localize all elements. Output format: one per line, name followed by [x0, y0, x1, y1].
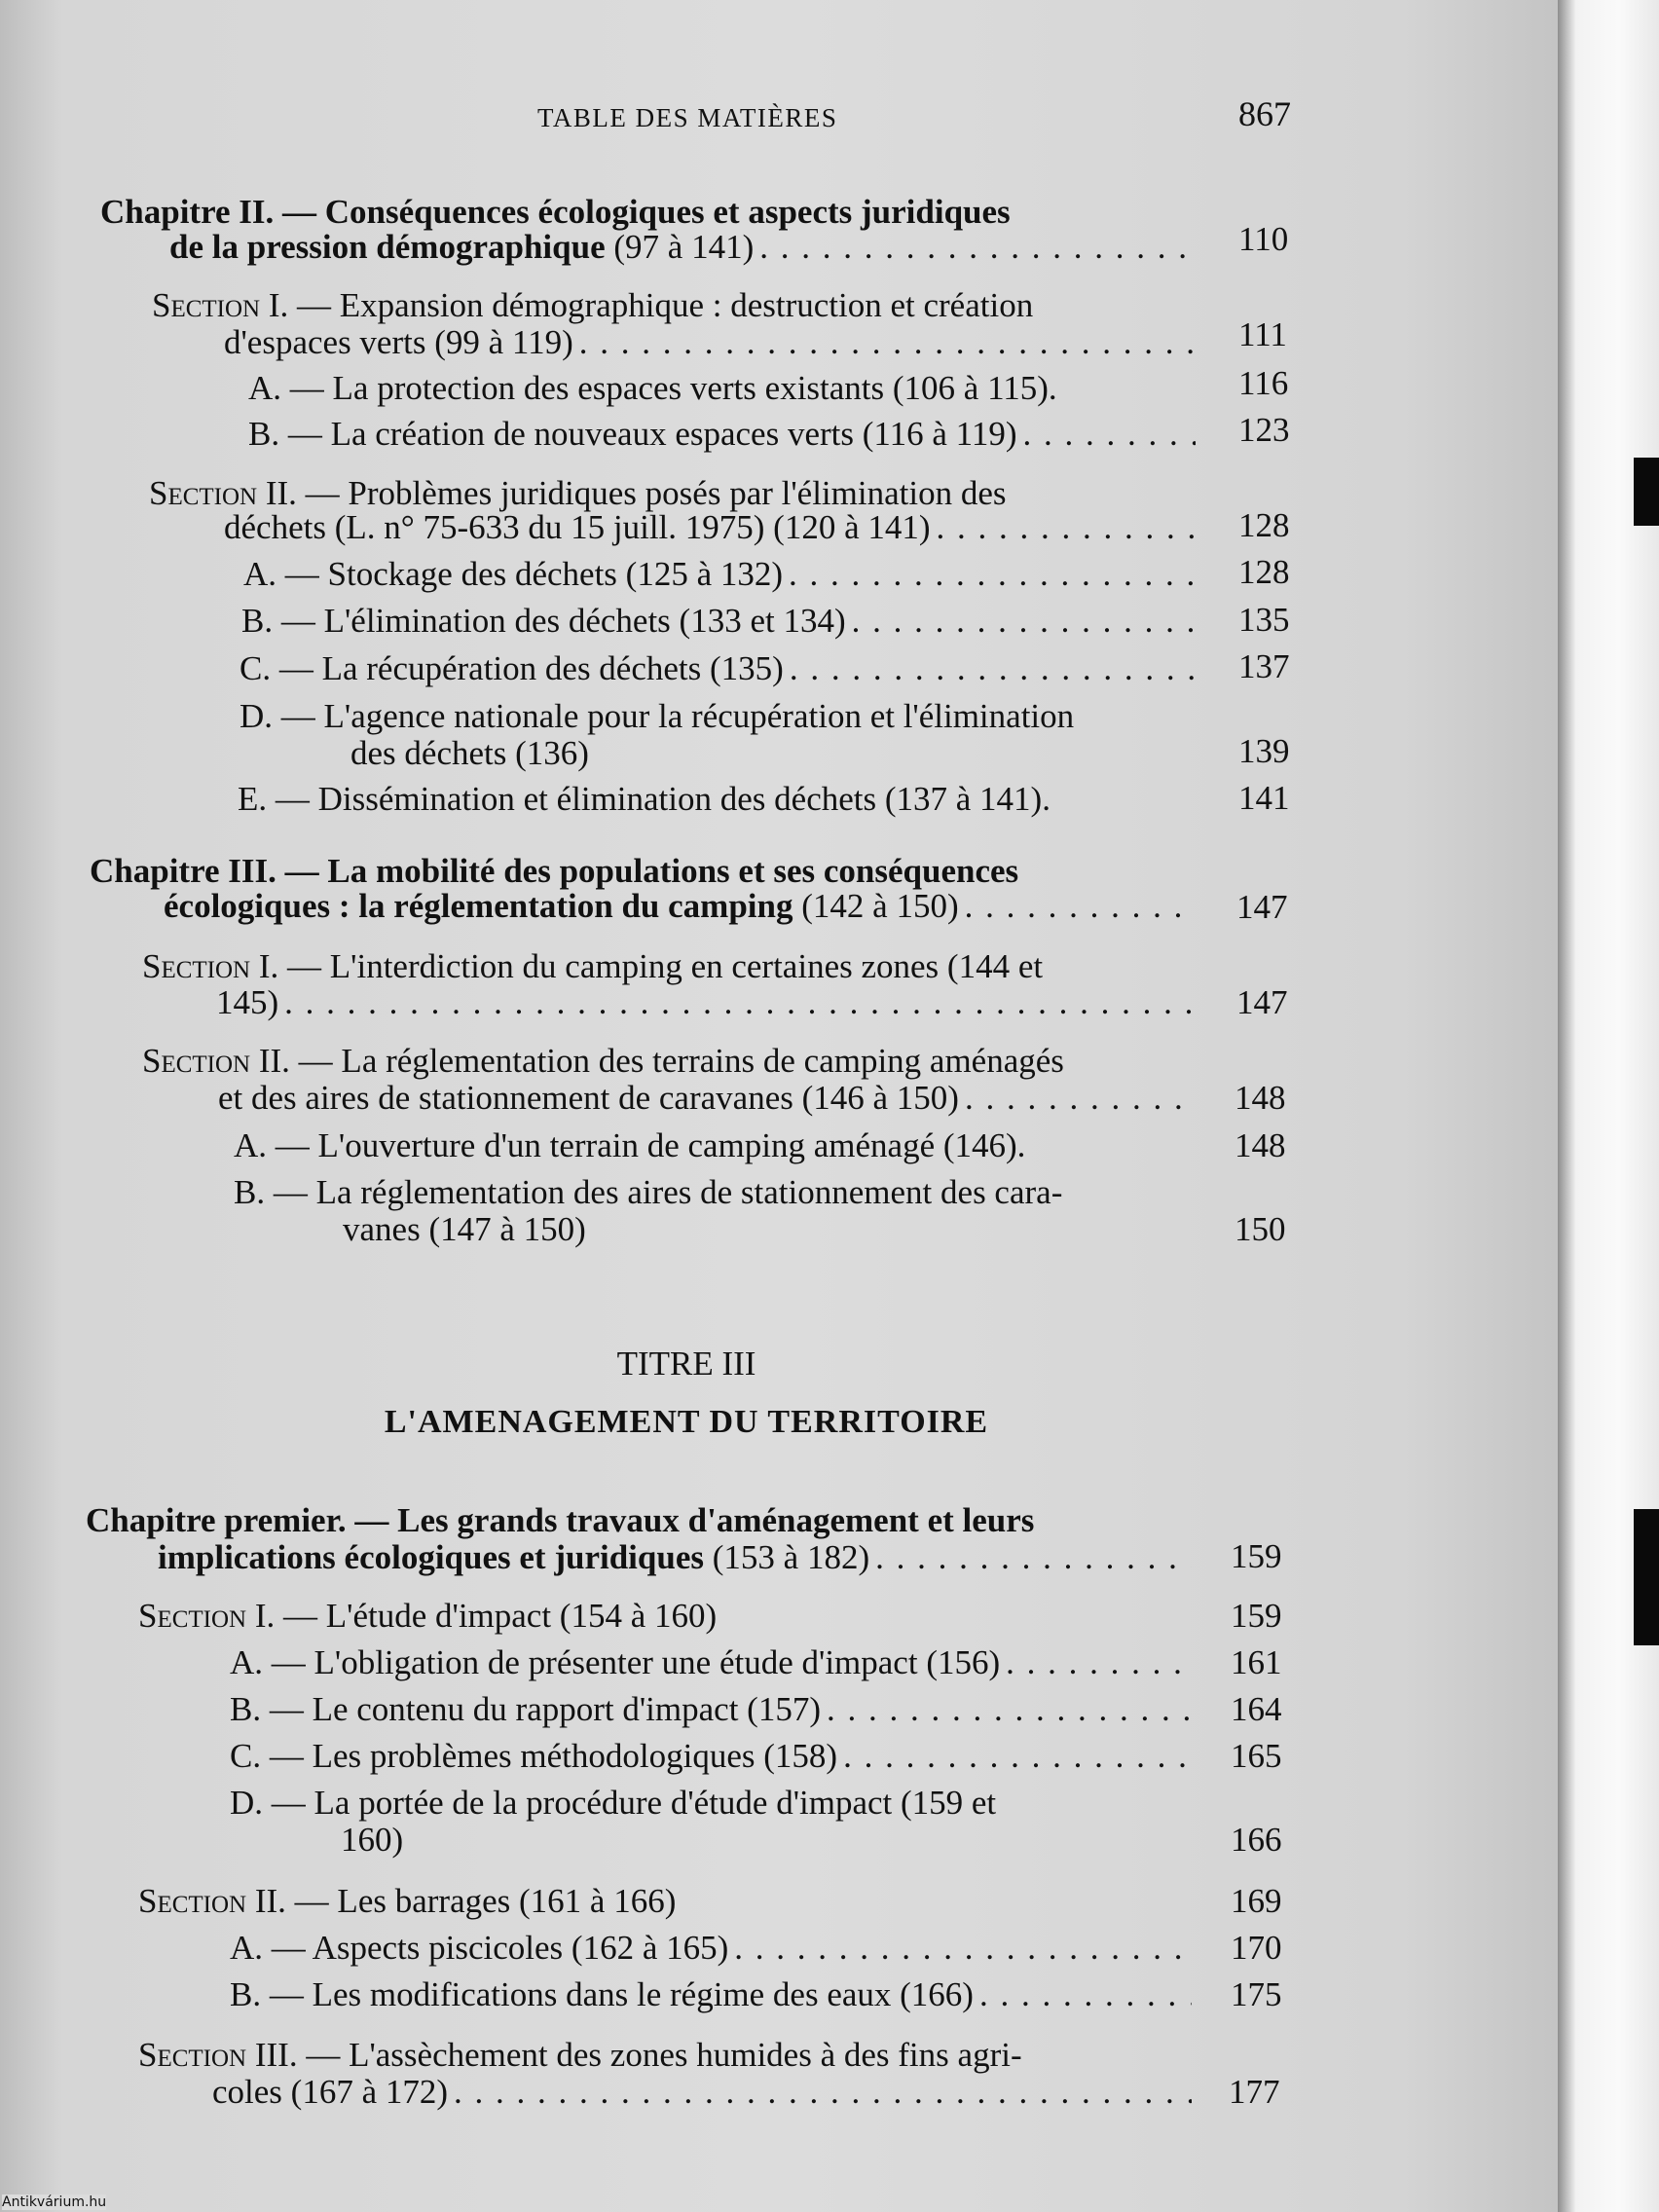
- chapter-2-ref: (97 à 141): [613, 228, 755, 266]
- leader-dots: [790, 651, 1196, 685]
- titre-label: TITRE III: [616, 1345, 756, 1382]
- chapter-2-title-line2: [169, 230, 1201, 264]
- p-section-1-a: [230, 1645, 1198, 1679]
- p-section-3-line1: Section III. — L'assèchement des zones humides à des fins agri-: [138, 2036, 1022, 2074]
- section-1-page: 111: [1238, 315, 1287, 353]
- p-section-1-c-page: 165: [1231, 1737, 1282, 1775]
- p-section-2: Section II. — Les barrages (161 à 166): [138, 1882, 677, 1920]
- p-section-3-line2: [212, 2075, 1198, 2109]
- section-2-a: [243, 557, 1201, 591]
- leader-dots: [965, 889, 1196, 923]
- leader-dots: [789, 557, 1196, 591]
- chapter-3-title-line2: [164, 889, 1201, 923]
- section-1-title-line2: [224, 325, 1201, 359]
- p-section-2-b-text: B. — Les modifications dans le régime des eaux (166): [230, 1975, 974, 2013]
- section-1-b-page: 123: [1238, 411, 1290, 449]
- chapter-1-title-line2: [158, 1540, 1198, 1574]
- chapter-1-page: 159: [1231, 1537, 1282, 1575]
- p-section-2-a-text: A. — Aspects piscicoles (162 à 165): [230, 1929, 729, 1967]
- chapter-2-title-line1: Chapitre II. — Conséquences écologiques et aspects juridiques: [100, 193, 1011, 231]
- p-section-1-d-line1: D. — La portée de la procédure d'étude d'impact (159 et: [230, 1784, 997, 1822]
- section-2-e-page: 141: [1238, 779, 1290, 817]
- p-section-2-a-page: 170: [1231, 1929, 1282, 1967]
- p-section-2-page: 169: [1231, 1882, 1282, 1920]
- p-section-1-b: [230, 1692, 1198, 1726]
- p-section-1-d-line2: 160): [341, 1821, 404, 1859]
- ch3-section-1-text: 145): [216, 983, 279, 1021]
- p-section-1-d-page: 166: [1231, 1821, 1282, 1859]
- p-section-1-a-text: A. — L'obligation de présenter une étude d'impact (156): [230, 1643, 1001, 1681]
- p-section-1-page: 159: [1231, 1597, 1282, 1635]
- section-2-text: déchets (L. n° 75-633 du 15 juill. 1975) (120 à 141): [224, 508, 931, 546]
- edge-mark: [1634, 1509, 1659, 1645]
- ch3-section-2-a: A. — L'ouverture d'un terrain de camping aménagé (146).: [234, 1126, 1026, 1164]
- ch3-section-2-a-page: 148: [1235, 1126, 1286, 1164]
- p-section-3-text: coles (167 à 172): [212, 2073, 449, 2111]
- leader-dots: [979, 1977, 1192, 2011]
- p-section-3-page: 177: [1229, 2073, 1280, 2111]
- section-2-c: [240, 651, 1201, 685]
- section-2-title-line1: Section II. — Problèmes juridiques posés par l'élimination des: [149, 474, 1007, 512]
- section-2-a-text: A. — Stockage des déchets (125 à 132): [243, 555, 784, 593]
- ch3-section-2-page: 148: [1235, 1079, 1286, 1117]
- section-2-c-page: 137: [1238, 647, 1290, 685]
- ch3-section-2-b-page: 150: [1235, 1210, 1286, 1248]
- ch3-section-2-b-line1: B. — La réglementation des aires de stationnement des cara-: [234, 1173, 1063, 1211]
- chapter-3-page: 147: [1236, 888, 1288, 926]
- section-2-c-text: C. — La récupération des déchets (135): [240, 649, 784, 687]
- chapter-1-ref: (153 à 182): [712, 1538, 870, 1576]
- watermark: Antikvárium.hu: [2, 2194, 107, 2210]
- p-section-2-b-page: 175: [1231, 1975, 1282, 2013]
- section-1-b-text: B. — La création de nouveaux espaces verts (116 à 119): [248, 415, 1017, 453]
- leader-dots: [579, 325, 1196, 359]
- p-section-2-b: [230, 1977, 1198, 2011]
- leader-dots: [875, 1540, 1192, 1574]
- p-section-1-b-page: 164: [1231, 1690, 1282, 1728]
- chapter-3-ref: (142 à 150): [801, 887, 959, 925]
- ch3-section-2-line1: Section II. — La réglementation des terrains de camping aménagés: [142, 1042, 1064, 1080]
- leader-dots: [734, 1931, 1192, 1965]
- p-section-1: Section I. — L'étude d'impact (154 à 160): [138, 1597, 718, 1635]
- leader-dots: [284, 985, 1196, 1019]
- p-section-1-c-text: C. — Les problèmes méthodologiques (158): [230, 1737, 838, 1775]
- p-section-1-c: [230, 1739, 1198, 1773]
- ch3-section-2-line2: [218, 1081, 1201, 1115]
- leader-dots: [454, 2075, 1192, 2109]
- section-2-page: 128: [1238, 506, 1290, 544]
- page-edge: [1558, 0, 1659, 2212]
- p-section-2-a: [230, 1931, 1198, 1965]
- leader-dots: [852, 604, 1196, 638]
- chapter-1-title-line1: Chapitre premier. — Les grands travaux d'aménagement et leurs: [86, 1501, 1035, 1539]
- section-1-title-line1: Section I. — Expansion démographique : destruction et création: [152, 286, 1034, 324]
- section-1-text: d'espaces verts (99 à 119): [224, 323, 573, 361]
- leader-dots: [843, 1739, 1192, 1773]
- section-2-d-line1: D. — L'agence nationale pour la récupération et l'élimination: [240, 697, 1075, 735]
- section-2-e: E. — Dissémination et élimination des déchets (137 à 141).: [238, 780, 1051, 818]
- section-1-a: A. — La protection des espaces verts existants (106 à 115).: [248, 369, 1057, 407]
- section-2-d-line2: des déchets (136): [350, 734, 589, 772]
- leader-dots: [937, 510, 1196, 544]
- section-2-a-page: 128: [1238, 553, 1290, 591]
- chapter-1-title-text: implications écologiques et juridiques: [158, 1538, 704, 1576]
- edge-mark: [1634, 458, 1659, 526]
- chapter-3-title-line1: Chapitre III. — La mobilité des populations et ses conséquences: [90, 852, 1019, 890]
- chapter-3-title-text: écologiques : la réglementation du camping: [164, 887, 793, 925]
- section-2-title-line2: [224, 510, 1201, 544]
- section-1-b: [248, 417, 1201, 451]
- ch3-section-2-text: et des aires de stationnement de caravanes (146 à 150): [218, 1079, 959, 1117]
- ch3-section-1-page: 147: [1236, 983, 1288, 1021]
- chapter-2-title-text: de la pression démographique: [169, 228, 606, 266]
- section-2-b-text: B. — L'élimination des déchets (133 et 134): [241, 602, 846, 640]
- leader-dots: [1006, 1645, 1192, 1679]
- section-2-d-page: 139: [1238, 732, 1290, 770]
- chapter-2-page: 110: [1238, 220, 1289, 258]
- ch3-section-1-line1: Section I. — L'interdiction du camping en certaines zones (144 et: [142, 947, 1044, 985]
- p-section-1-b-text: B. — Le contenu du rapport d'impact (157): [230, 1690, 821, 1728]
- section-2-b-page: 135: [1238, 601, 1290, 639]
- page-number: 867: [1238, 94, 1291, 133]
- ch3-section-2-b-line2: vanes (147 à 150): [343, 1210, 586, 1248]
- leader-dots: [759, 230, 1196, 264]
- section-2-b: [241, 604, 1201, 638]
- titre-heading: L'AMENAGEMENT DU TERRITOIRE: [384, 1404, 989, 1440]
- p-section-1-a-page: 161: [1231, 1643, 1282, 1681]
- ch3-section-1-line2: [216, 985, 1201, 1019]
- leader-dots: [1022, 417, 1196, 451]
- section-1-a-page: 116: [1238, 364, 1289, 402]
- leader-dots: [965, 1081, 1196, 1115]
- leader-dots: [827, 1692, 1192, 1726]
- running-header: TABLE DES MATIÈRES: [537, 103, 838, 132]
